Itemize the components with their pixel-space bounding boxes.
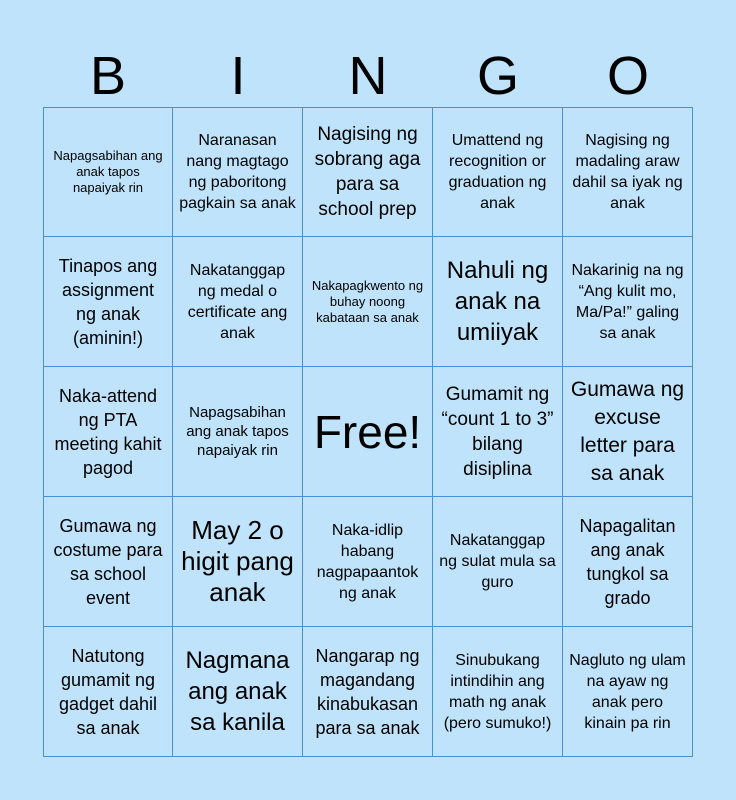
cell-text: Gumawa ng costume para sa school event	[53, 515, 163, 608]
bingo-cell[interactable]	[433, 107, 563, 237]
bingo-cell[interactable]	[43, 497, 173, 627]
bingo-cell[interactable]	[433, 497, 563, 627]
bingo-cell[interactable]	[563, 367, 693, 497]
cell-text: Naranasan nang magtago ng paboritong pagkain sa anak	[179, 132, 296, 212]
cell-text: Nagmana ang anak sa kanila	[185, 647, 290, 736]
cell-text: Natutong gumamit ng gadget dahil sa anak	[58, 645, 158, 738]
cell-text: Nakatanggap ng medal o certificate ang anak	[187, 261, 288, 342]
bingo-cell[interactable]	[43, 237, 173, 367]
bingo-cell[interactable]	[563, 237, 693, 367]
header-letter-g: G	[476, 46, 519, 106]
bingo-cell[interactable]	[43, 627, 173, 757]
bingo-cell[interactable]	[43, 107, 173, 237]
bingo-cell[interactable]	[433, 627, 563, 757]
bingo-cell[interactable]	[563, 107, 693, 237]
bingo-cell[interactable]	[173, 107, 303, 237]
bingo-cell[interactable]	[433, 367, 563, 497]
bingo-cell[interactable]	[43, 367, 173, 497]
cell-text: Nakarinig na ng “Ang kulit mo, Ma/Pa!” galing sa anak	[571, 261, 684, 342]
bingo-cell[interactable]	[563, 497, 693, 627]
header-letter-i: I	[230, 46, 246, 106]
bingo-cell[interactable]	[303, 107, 433, 237]
cell-text: Nahuli ng anak na umiiyak	[446, 257, 549, 346]
cell-text: Napagsabihan ang anak tapos napaiyak rin	[53, 148, 163, 195]
cell-text: Nangarap ng magandang kinabukasan para sa anak	[315, 645, 420, 738]
bingo-cell[interactable]	[173, 497, 303, 627]
bingo-cell[interactable]	[173, 367, 303, 497]
cell-text: Nakatanggap ng sulat mula sa guro	[439, 532, 556, 591]
header-letter-o: O	[606, 46, 649, 106]
header-letter-n: N	[348, 46, 388, 106]
cell-text: Nakapagkwento ng buhay noong kabataan sa anak	[311, 277, 424, 325]
cell-text: Gumawa ng excuse letter para sa anak	[570, 377, 685, 485]
free-space-text: Free!	[313, 405, 422, 458]
header-letter-b: B	[89, 46, 127, 106]
cell-text: Tinapos ang assignment ng anak (aminin!)	[58, 255, 158, 348]
cell-text: Naka-idlip habang nagpapaantok ng anak	[316, 521, 419, 602]
bingo-cell[interactable]	[303, 627, 433, 757]
cell-text: Naka-attend ng PTA meeting kahit pagod	[54, 385, 162, 478]
cell-text: Nagluto ng ulam na ayaw ng anak pero kinain pa rin	[569, 651, 686, 732]
free-cell[interactable]	[303, 367, 433, 497]
cell-text: Sinubukang intindihin ang math ng anak (pero sumuko!)	[443, 651, 552, 732]
bingo-cell[interactable]	[433, 237, 563, 367]
cell-text: Napagalitan ang anak tungkol sa grado	[579, 515, 676, 608]
cell-text: Gumamit ng “count 1 to 3” bilang disiplina	[441, 383, 554, 480]
bingo-cell[interactable]	[303, 237, 433, 367]
bingo-cell[interactable]	[303, 497, 433, 627]
bingo-card	[43, 107, 693, 757]
bingo-cell[interactable]	[563, 627, 693, 757]
cell-text: Umattend ng recognition or graduation ng anak	[448, 132, 547, 212]
bingo-cell[interactable]	[173, 627, 303, 757]
cell-text: Nagising ng sobrang aga para sa school prep	[314, 124, 421, 220]
bingo-cell[interactable]	[173, 237, 303, 367]
cell-text: Napagsabihan ang anak tapos napaiyak rin	[186, 404, 289, 459]
bingo-header	[43, 46, 693, 106]
cell-text: Nagising ng madaling araw dahil sa iyak ng anak	[572, 132, 683, 212]
cell-text: May 2 o higit pang anak	[181, 515, 294, 607]
